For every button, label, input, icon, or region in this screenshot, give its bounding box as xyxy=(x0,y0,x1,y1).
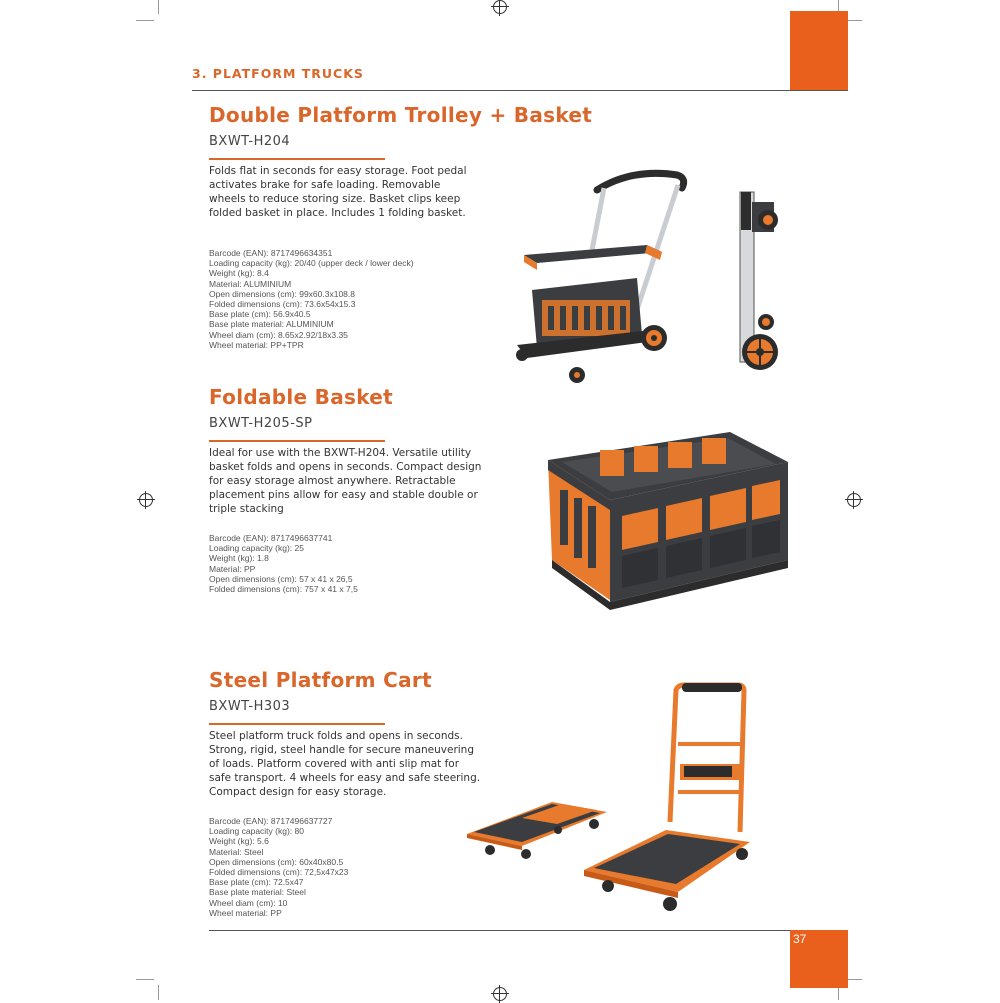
title-underline xyxy=(209,158,385,160)
crop-mark xyxy=(136,979,154,980)
footer-rule xyxy=(209,930,790,931)
product-code: BXWT-H205-SP xyxy=(209,416,313,431)
page-number: 37 xyxy=(793,932,807,946)
product-description: Steel platform truck folds and opens in seconds. Strong, rigid, steel handle for secure maneuvering of loads. Platform covered with anti slip mat for safe transport. 4 wheels for easy and safe steering. Compact design for easy storage. xyxy=(209,730,481,798)
product-specs: Barcode (EAN): 8717496634351 Loading capacity (kg): 20/40 (upper deck / lower deck) Weight (kg): 8.4 Material: ALUMINIUM Open dimensions (cm): 99x60.3x108.8 Folded dimensions (cm): 73.6x54x15.3 Base plate (cm): 56.9x40.5 Base plate material: ALUMINIUM Wheel diam (cm): 8.65x2.92/18x3.35 Wheel material: PP+TPR xyxy=(209,248,414,350)
registration-mark xyxy=(493,987,507,1001)
open-steel-cart-image xyxy=(578,682,758,914)
section-title: 3. PLATFORM TRUCKS xyxy=(192,66,364,81)
crop-mark xyxy=(846,20,862,21)
product-title: Foldable Basket xyxy=(209,385,393,409)
trolley-basket-image xyxy=(512,160,692,390)
top-orange-tab xyxy=(790,11,848,91)
crop-mark xyxy=(158,0,159,14)
section-rule xyxy=(192,90,848,91)
crop-mark xyxy=(846,979,862,980)
product-description: Folds flat in seconds for easy storage. Foot pedal activates brake for safe loading. Removable wheels to reduce storing size. Basket clips keep folded basket in place. Includes 1 folding basket. xyxy=(209,165,467,219)
product-description: Ideal for use with the BXWT-H204. Versatile utility basket folds and opens in seconds. Compact design for easy storage almost anywhere. Retractable placement pins allow for easy and stable double or triple stacking xyxy=(209,447,482,515)
folded-trolley-image xyxy=(732,182,790,378)
registration-mark xyxy=(139,493,153,507)
title-underline xyxy=(209,723,385,725)
registration-mark xyxy=(847,493,861,507)
product-title: Steel Platform Cart xyxy=(209,668,432,692)
registration-mark xyxy=(493,0,507,14)
crop-mark xyxy=(136,20,154,21)
product-specs: Barcode (EAN): 8717496637727 Loading capacity (kg): 80 Weight (kg): 5.6 Material: Steel Open dimensions (cm): 60x40x80.5 Folded dimensions (cm): 72,5x47x23 Base plate (cm): 72.5x47 Base plate material: Steel Wheel diam (cm): 10 Wheel material: PP xyxy=(209,816,349,918)
foldable-basket-image xyxy=(540,420,795,610)
product-title: Double Platform Trolley + Basket xyxy=(209,103,593,127)
crop-mark xyxy=(158,985,159,1000)
title-underline xyxy=(209,440,385,442)
product-code: BXWT-H204 xyxy=(209,134,291,149)
product-code: BXWT-H303 xyxy=(209,699,291,714)
product-specs: Barcode (EAN): 8717496637741 Loading capacity (kg): 25 Weight (kg): 1.8 Material: PP Open dimensions (cm): 57 x 41 x 26,5 Folded dimensions (cm): 757 x 41 x 7,5 xyxy=(209,533,358,595)
